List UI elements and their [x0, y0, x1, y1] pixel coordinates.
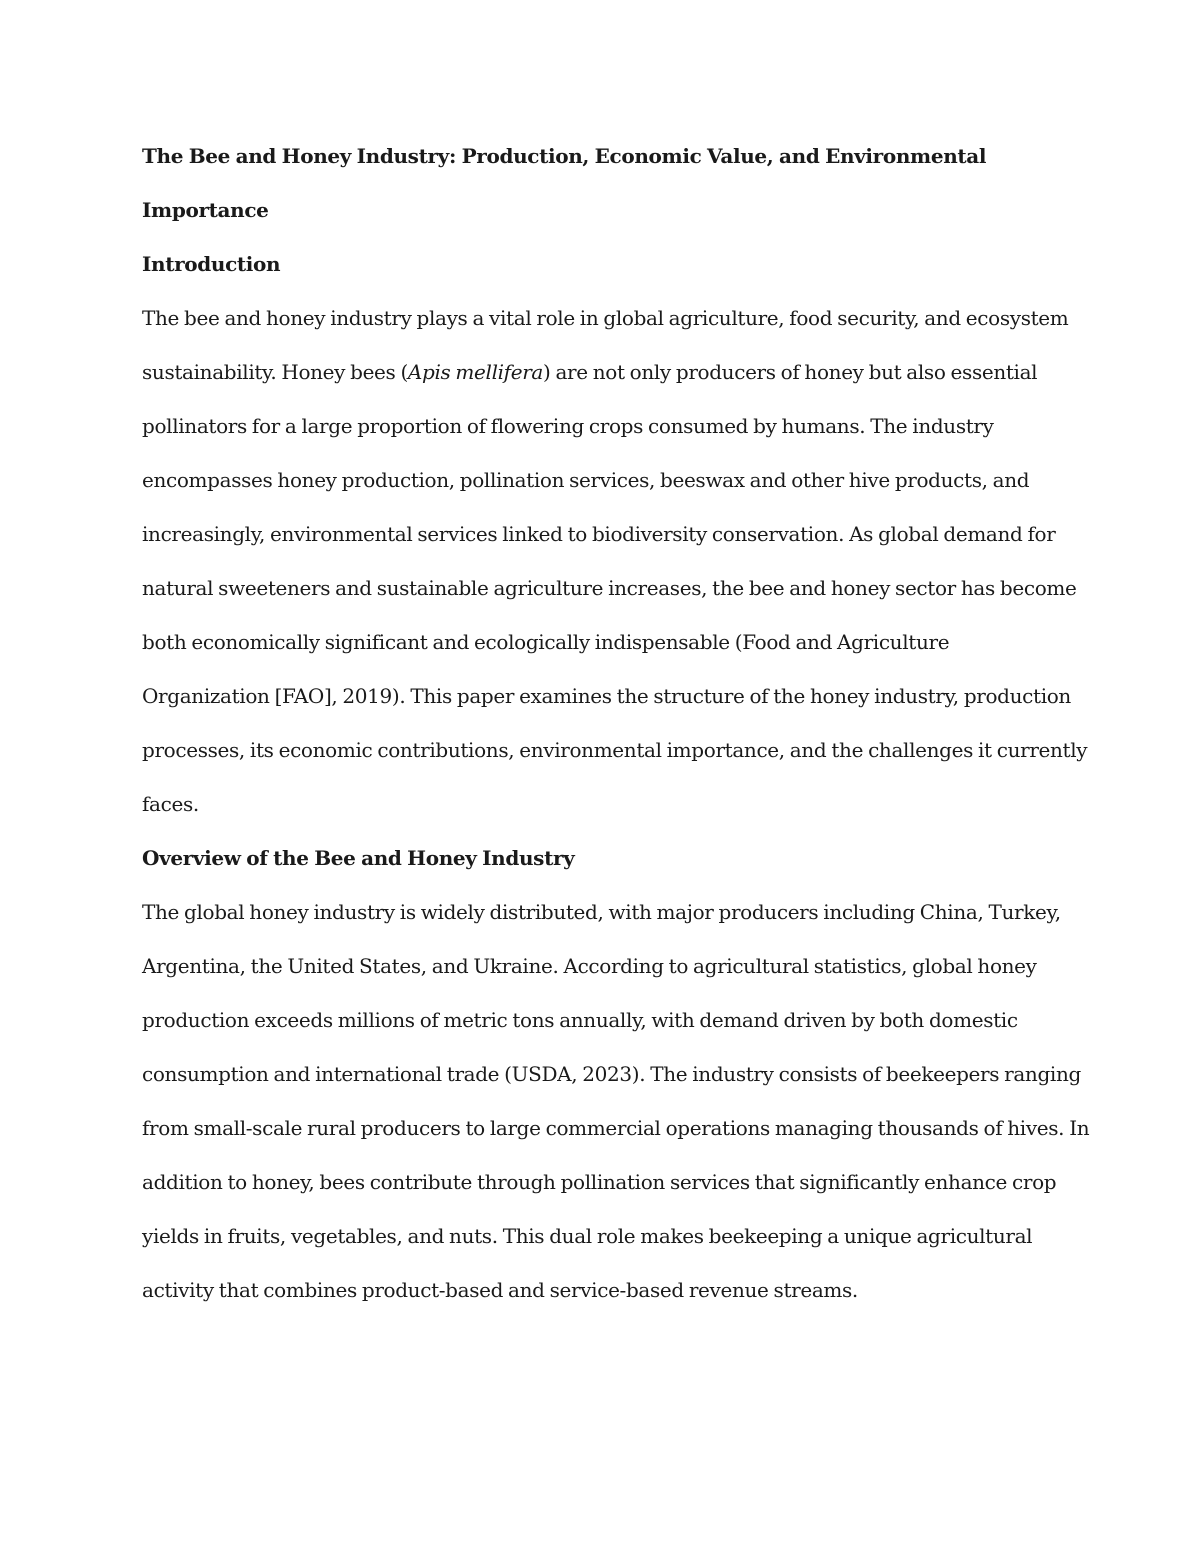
paragraph-line: encompasses honey production, pollination services, beeswax and other hive products, and — [142, 468, 1030, 492]
paragraph-line: faces. — [142, 792, 199, 816]
paragraph — [142, 885, 1090, 1317]
paragraph-line: addition to honey, bees contribute through pollination services that significantly enhance crop — [142, 1170, 1057, 1194]
section-heading: Introduction — [142, 252, 281, 276]
paragraph-line: increasingly, environmental services linked to biodiversity conservation. As global demand for — [142, 522, 1056, 546]
paragraph — [142, 291, 1088, 831]
text-run: sustainability. Honey bees ( — [142, 360, 408, 384]
document-body — [142, 129, 1090, 1317]
section-overview — [142, 831, 1090, 1317]
paragraph-line: yields in fruits, vegetables, and nuts. This dual role makes beekeeping a unique agricultural — [142, 1224, 1033, 1248]
section-heading: Overview of the Bee and Honey Industry — [142, 846, 575, 870]
paragraph-line: consumption and international trade (USDA, 2023). The industry consists of beekeepers ranging — [142, 1062, 1081, 1086]
paragraph-line: from small-scale rural producers to large commercial operations managing thousands of hives. In — [142, 1116, 1090, 1140]
paragraph-line: pollinators for a large proportion of flowering crops consumed by humans. The industry — [142, 414, 994, 438]
paragraph-line: production exceeds millions of metric tons annually, with demand driven by both domestic — [142, 1008, 1018, 1032]
document-title — [142, 129, 1082, 237]
paragraph-line: activity that combines product-based and service-based revenue streams. — [142, 1278, 858, 1302]
species-name: Apis mellifera — [407, 360, 543, 384]
text-run: ) are not only producers of honey but also essential — [543, 360, 1038, 384]
paragraph-line: The global honey industry is widely distributed, with major producers including China, Turkey, — [142, 900, 1061, 924]
paragraph-line: Organization [FAO], 2019). This paper examines the structure of the honey industry, production — [142, 684, 1071, 708]
title-line: Importance — [142, 198, 269, 222]
paragraph-line: both economically significant and ecologically indispensable (Food and Agriculture — [142, 630, 950, 654]
paragraph-line: processes, its economic contributions, environmental importance, and the challenges it currently — [142, 738, 1088, 762]
title-line: The Bee and Honey Industry: Production, Economic Value, and Environmental — [142, 144, 987, 168]
paragraph-line: The bee and honey industry plays a vital role in global agriculture, food security, and ecosystem — [142, 306, 1069, 330]
paragraph-line: natural sweeteners and sustainable agriculture increases, the bee and honey sector has become — [142, 576, 1077, 600]
section-introduction — [142, 237, 1088, 831]
paragraph-line — [142, 345, 1082, 399]
paragraph-line: Argentina, the United States, and Ukraine. According to agricultural statistics, global honey — [142, 954, 1037, 978]
